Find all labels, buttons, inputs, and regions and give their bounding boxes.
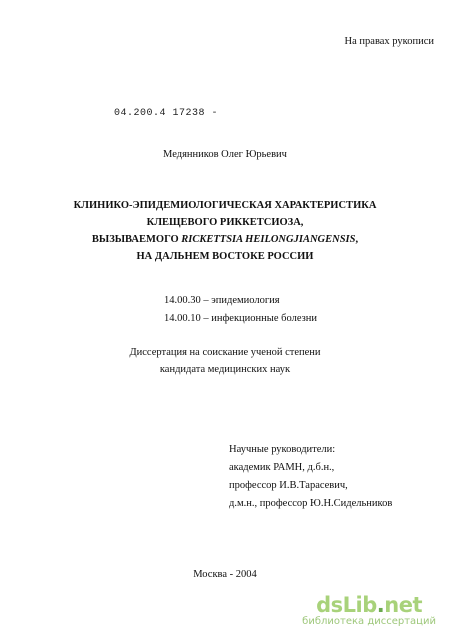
degree-line: кандидата медицинских наук	[159, 364, 291, 375]
specialty-item: 14.00.30 – эпидемиология	[164, 295, 280, 306]
registration-code: 04.200.4 17238 -	[114, 108, 219, 119]
manuscript-rights-note: На правах рукописи	[344, 36, 434, 47]
specialty-item: 14.00.10 – инфекционные болезни	[164, 313, 317, 324]
degree-line: Диссертация на соискание ученой степени	[129, 347, 321, 358]
title-line: НА ДАЛЬНЕМ ВОСТОКЕ РОССИИ	[136, 251, 314, 262]
title-line: КЛИНИКО-ЭПИДЕМИОЛОГИЧЕСКАЯ ХАРАКТЕРИСТИКА	[73, 200, 377, 211]
dslib-logo[interactable]: dsLib.net	[316, 593, 423, 617]
title-suffix: ,	[355, 234, 359, 245]
specialty-list	[164, 292, 317, 328]
dissertation-title	[0, 197, 450, 265]
title-line	[0, 231, 450, 248]
city-year: Москва - 2004	[193, 569, 257, 580]
author-name: Медянников Олег Юрьевич	[163, 149, 287, 160]
title-line: КЛЕЩЕВОГО РИККЕТСИОЗА,	[146, 217, 304, 228]
advisors-heading: Научные руководители:	[229, 444, 336, 455]
species-name: RICKETTSIA HEILONGJIANGENSIS	[181, 234, 356, 245]
advisor-line: академик РАМН, д.б.н.,	[229, 462, 335, 473]
advisor-line: д.м.н., профессор Ю.Н.Сидельников	[229, 498, 393, 509]
advisor-line: профессор И.В.Тарасевич,	[229, 480, 348, 491]
watermark-subtitle: библиотека диссертаций	[302, 616, 436, 627]
advisors-block	[229, 441, 392, 513]
title-prefix: ВЫЗЫВАЕМОГО	[91, 234, 182, 245]
degree-statement	[0, 344, 450, 378]
dslib-watermark[interactable]	[302, 594, 436, 628]
